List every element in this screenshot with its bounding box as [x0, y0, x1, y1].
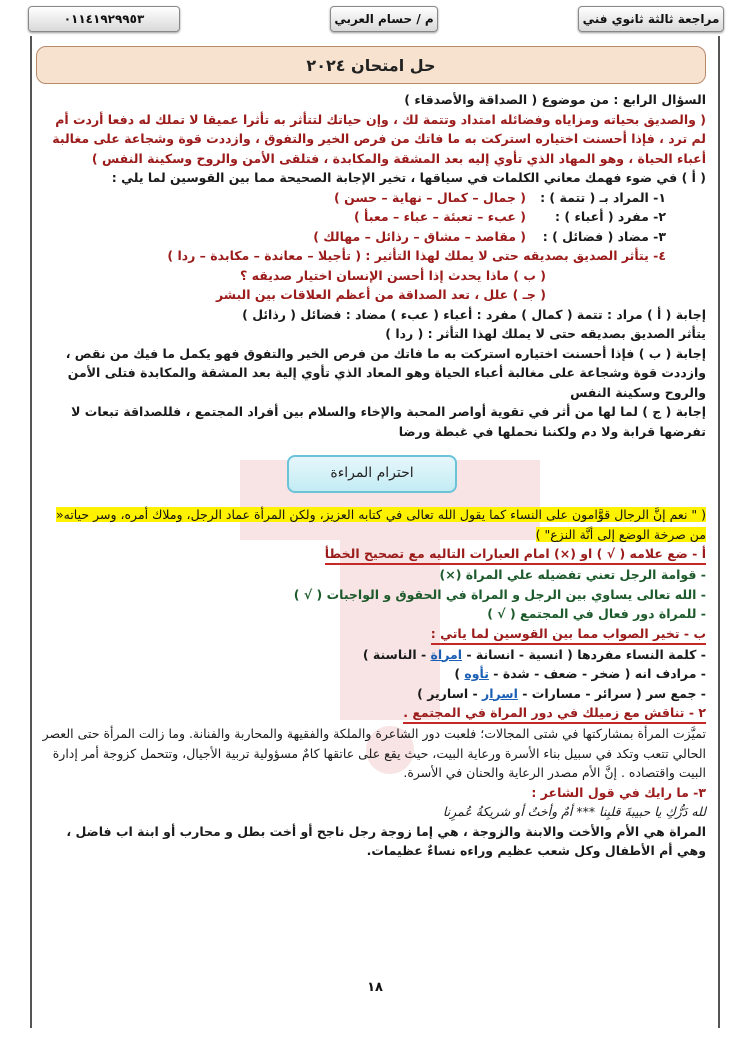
- question-poet: ٣- ما رايك في قول الشاعر :: [531, 784, 706, 800]
- answer-b: إجابة ( ب ) فإذا أحسنت اختياره استركت به ما فاتك من فرص الخير والتفوق فهو يكمل ما فيك من نقص ، وازددت قوة وشجاعة على مغالبة أعباء الحياة وهو المعاد الذي تأوي إلية بعد المشقة والمكابدة فتلى الأمن والروح وسكينة النفس: [65, 345, 706, 400]
- page-number: ١٨: [367, 980, 383, 995]
- question-discuss: ٢ - تناقش مع زميلك في دور المراة في المجتمع .: [38, 703, 706, 724]
- teacher-name-label: م / حسام العربي: [330, 6, 438, 32]
- section-title-text: احترام المراءة: [330, 465, 414, 482]
- q4-part-a: ( أ ) في ضوء فهمك معاني الكلمات في سياقها ، تخير الإجابة الصحيحة مما بين القوسين لما يلي :: [111, 170, 706, 185]
- q4-part-b: ( ب ) ماذا يحدث إذا أحسن الإنسان اختيار صديقه ؟: [240, 267, 546, 283]
- statement-1: - قوامة الرجل تعني تفضيله علي المراة (×): [439, 567, 706, 582]
- section-title-box: [287, 455, 457, 493]
- poetry-verse: لله دَرُّكِ يا حبيبةَ قلبِنا *** أمٌ وأختٌ أو شريكةُ عُمرِنا: [442, 804, 706, 819]
- answer-a-line-2: يتأثر الصديق بصديقه حتى لا يملك لهذا التأثر : ( ردا ): [385, 326, 706, 341]
- q4-item-3: ٣- مضاد ( فضائل ) :( مقاصد – مشاق – رذائل – مهالك ): [313, 228, 666, 244]
- quote-line: ( " نعم إنَّ الرجال قوَّامون على النساء كما يقول الله تعالى في كتابه العزيز، ولكن المرأة عماد الرجل، وملاك أمره، وسر حياته« من صرخة الوضع إلى أنَّة النزع" ): [55, 507, 706, 542]
- q4-part-c: ( جـ ) علل ، تعد الصداقة من أعظم العلاقات بين البشر: [215, 287, 546, 302]
- discussion-answer: تميَّزت المرأة بمشاركتها في شتى المجالات؛ فلعبت دور الشاعرة والملكة والفقيهة والمحاربة والفنانة. وما زالت المرأة حتى العصر الحالي تتعب وتكد في سبيل بناء الأسرة ورعاية البيت، حيث يقع على عاتقها كامٌ مسؤولية تربية الأجيال، وتتحمل كزوجة أمر إدارة البيت واقتصاده . إنَّ الأم مصدر الرعاية والحنان في الأسرة.: [42, 726, 706, 780]
- choice-2: - مرادف انه ( ضخر - ضعف - شدة - تأوه ): [454, 666, 706, 681]
- question-true-false: أ - ضع علامه ( √ ) او (×) امام العبارات التاليه مع تصحيح الخطأ: [38, 544, 706, 565]
- document-body: [38, 90, 706, 861]
- answer-c: إجابة ( ج ) لما لها من أثر في تقوية أواصر المحبة والإخاء والسلام بين أفراد المجتمع ، فللصداقة تبعات لا تفرضها قرابة ولا دم ولكننا نحملها في غبطة ورضا: [71, 404, 706, 439]
- answer-a-line-1: إجابة ( أ ) مراد : تتمة ( كمال ) مفرد : أعباء ( عبء ) مضاد : فضائل ( رذائل ): [242, 306, 706, 322]
- q4-item-4: ٤- يتأثر الصديق بصديقه حتى لا يملك لهذا التأثير : ( تأجيلا – معاندة – مكابدة – ردا ): [167, 248, 666, 263]
- exam-title: [36, 46, 706, 84]
- exam-title-text: حل امتحان ٢٠٢٤: [306, 55, 436, 75]
- question-choose: ب - تخير الصواب مما بين القوسين لما ياتي :: [38, 624, 706, 645]
- statement-2: - الله تعالى يساوي بين الرجل و المراة في الحقوق و الواجبات ( √ ): [293, 586, 706, 602]
- statement-3: - للمراة دور فعال في المجتمع ( √ ): [487, 606, 706, 621]
- course-title-label: مراجعة ثالثة ثانوي فني: [578, 6, 724, 32]
- q4-passage: ( والصديق بحياته ومزاياه وفضائله امتداد وتتمة لك ، وإن حياتك لتتأثر به تأثرا عميقا لا تملك له دفعا أردت أم لم ترد ، فإذا أحسنت اختياره استركت به ما فاتك من فرص الخير والتفوق ، وازددت قوة وشجاعة على مغالبة أعباء الحياة ، وهو المهاد الذي تأوي إليه بعد المشقة والمكابدة ، فتلقى الأمن والروح وسكينة النفس ): [52, 111, 706, 166]
- q4-item-1: ١- المراد بـ ( تتمة ) :( جمال – كمال – نهاية – حسن ): [334, 189, 666, 205]
- poet-answer: المراة هي الأم والأخت والابنة والزوجة ، هي إما زوجة رجل ناجح أو أخت بطل و محارب أو ابنة اب فاضل ، وهي أم الأطفال وكل شعب عظيم وراءه نساءٌ عظيمات.: [66, 823, 706, 858]
- phone-number-label: ٠١١٤١٩٢٩٩٥٣: [28, 6, 180, 32]
- q4-item-2: ٢- مفرد ( أعباء ) :( عبء – تعبئة – عباء – معبأ ): [353, 209, 666, 224]
- q4-heading: السؤال الرابع : من موضوع ( الصداقة والأصدقاء ): [404, 92, 706, 107]
- choice-1: - كلمة النساء مفردها ( انسية - انسانة - امراة - الناسنة ): [362, 646, 706, 662]
- choice-3: - جمع سر ( سرائر - مسارات - اسرار - اسارير ): [417, 685, 706, 701]
